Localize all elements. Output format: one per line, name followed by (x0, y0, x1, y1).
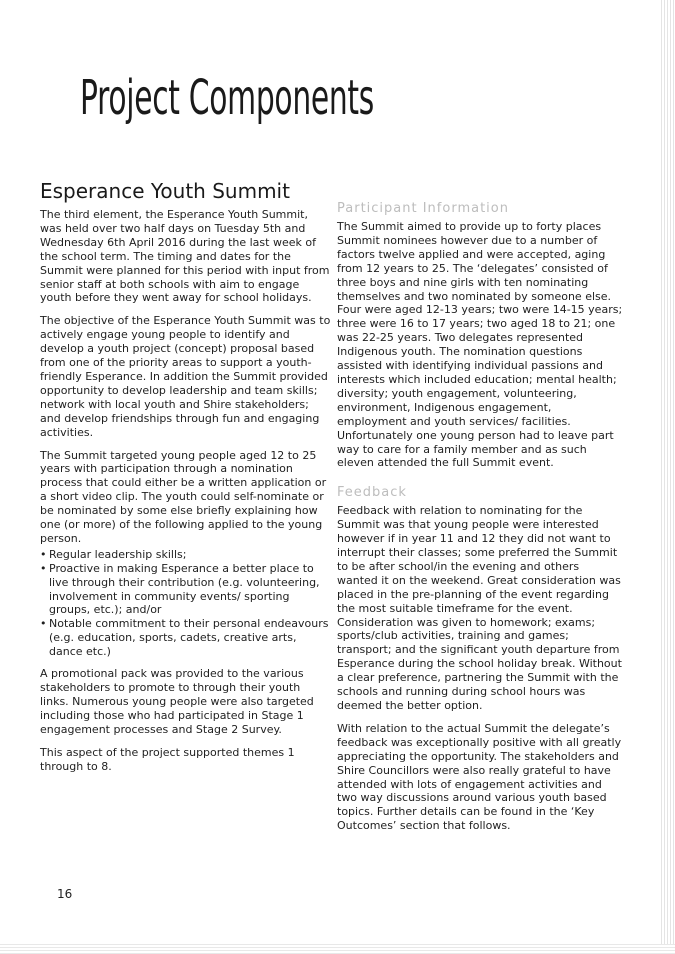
paragraph: The Summit targeted young people aged 12 to 25 years with participation through a nomination process that could either be a written application or a short video clip. The youth could self-nominate or be nominated by some else briefly explaining how one (or more) of the following applied to the young person. (40, 448, 327, 545)
paragraph: The third element, the Esperance Youth Summit, was held over two half days on Tuesday 5th and Wednesday 6th April 2016 during the last week of the school term. The timing and dates for the Summit were planned for this period with input from senior staff at both schools with aim to engage youth before they went away for school holidays. (40, 208, 330, 305)
list-item: • Regular leadership skills; (40, 548, 332, 562)
criteria-list (40, 548, 332, 659)
paragraph: A promotional pack was provided to the various stakeholders to promote to through their youth links. Numerous young people were also targeted including those who had participated in Stage 1 engagement processes and Stage 2 Survey. (40, 667, 314, 736)
page-edge-texture (661, 0, 675, 954)
paragraph: With relation to the actual Summit the delegate’s feedback was exceptionally positive with all greatly appreciating the opportunity. The stakeholders and Shire Councillors were also really grateful to have attended with lots of engagement activities and two way discussions around various youth based topics. Further details can be found in the ‘Key Outcomes’ section that follows. (337, 721, 622, 833)
paragraph: The objective of the Esperance Youth Summit was to actively engage young people to identify and develop a youth project (concept) proposal based from one of the priority areas to support a youth-friendly Esperance. In addition the Summit provided opportunity to develop leadership and team skills; network with local youth and Shire stakeholders; and develop friendships through fun and engaging activities. (40, 314, 331, 439)
page-number: 16 (57, 887, 73, 901)
paragraph: Feedback with relation to nominating for the Summit was that young people were interested however if in year 11 and 12 they did not want to interrupt their classes; some preferred the Summit to be after school/in the evening and others wanted it on the weekend. Great consideration was placed in the pre-planning of the event regarding the most suitable timeframe for the event. Consideration was given to homework; exams; sports/club activities, training and games; transport; and the significant youth departure from Esperance during the school holiday break. Without a clear preference, partnering the Summit with the schools and running during school hours was deemed the better option. (337, 504, 622, 712)
right-column (337, 200, 623, 842)
list-item: • Notable commitment to their personal endeavours (e.g. education, sports, cadets, creative arts, dance etc.) (40, 617, 332, 659)
paragraph: This aspect of the project supported themes 1 through to 8. (40, 745, 295, 773)
list-item: • Proactive in making Esperance a better place to live through their contribution (e.g. volunteering, involvement in community events/ sporting groups, etc.); and/or (40, 562, 332, 618)
left-column (40, 178, 332, 782)
page-title: Project Components (80, 70, 374, 126)
subheading-participant-information: Participant Information (337, 201, 509, 216)
paragraph: The Summit aimed to provide up to forty places Summit nominees however due to a number of factors twelve applied and were accepted, aging from 12 years to 25. The ‘delegates’ consisted of three boys and nine girls with ten nominating themselves and two nominated by someone else. Four were aged 12-13 years; two were 14-15 years; three were 16 to 17 years; two aged 18 to 21; one was 22-25 years. Two delegates represented Indigenous youth. The nomination questions assisted with identifying individual passions and interests which included education; mental health; diversity; youth engagement, volunteering, environment, Indigenous engagement, employment and youth services/ facilities. Unfortunately one young person had to leave part way to care for a family member and as such eleven attended the full Summit event. (337, 220, 623, 470)
page-bottom-texture (0, 944, 675, 954)
section-heading: Esperance Youth Summit (40, 179, 290, 203)
subheading-feedback: Feedback (337, 485, 407, 501)
